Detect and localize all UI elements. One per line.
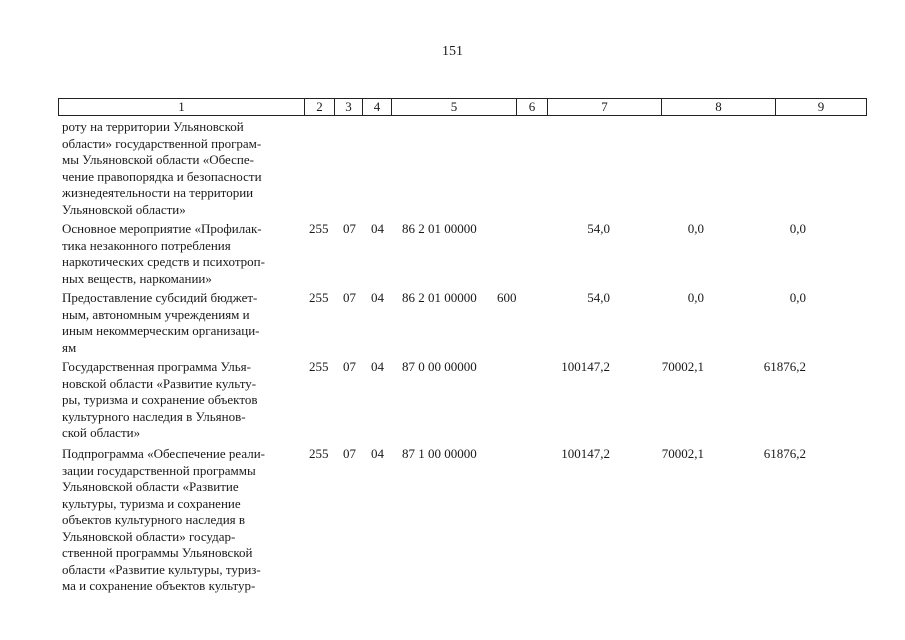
description-line: Государственная программа Улья-: [62, 359, 251, 374]
description-line: области «Развитие культуры, туриз-: [62, 561, 261, 577]
description-line: иным некоммерческим организаци-: [62, 323, 260, 338]
cell-target-article: 87 1 00 00000: [402, 446, 477, 461]
page-number: 151: [442, 44, 463, 59]
cell-amount-col9: 0,0: [789, 290, 806, 305]
row-description: [62, 119, 298, 218]
cell-subsection: 04: [371, 290, 384, 305]
header-col-5: 5: [392, 99, 517, 116]
row-description: [62, 221, 298, 287]
description-line: зации государственной программы: [62, 462, 256, 478]
row-description: [62, 446, 298, 595]
cell-ministry-code: 255: [309, 446, 329, 461]
column-header-table: [58, 98, 867, 116]
row-description: [62, 290, 298, 356]
description-line: чение правопорядка и безопасности: [62, 168, 262, 184]
header-col-1: 1: [59, 99, 305, 116]
cell-expense-type: 600: [497, 290, 517, 305]
header-col-9: 9: [776, 99, 867, 116]
description-line: мы Ульяновской области «Обеспе-: [62, 152, 254, 167]
description-line: ям: [62, 339, 77, 355]
description-line: Ульяновской области»: [62, 201, 186, 217]
description-line: объектов культурного наследия в: [62, 512, 246, 527]
cell-amount-col9: 0,0: [789, 221, 806, 236]
header-col-3: 3: [335, 99, 363, 116]
description-line: новской области «Развитие культу-: [62, 375, 257, 391]
cell-ministry-code: 255: [309, 359, 329, 374]
cell-amount-col9: 61876,2: [763, 359, 806, 374]
cell-section: 07: [343, 359, 356, 374]
description-line: культурного наследия в Ульянов-: [62, 408, 246, 424]
description-line: ным, автономным учреждениям и: [62, 306, 250, 322]
cell-subsection: 04: [371, 221, 384, 236]
row-description: [62, 359, 298, 442]
cell-amount-col7: 54,0: [587, 290, 610, 305]
header-col-4: 4: [363, 99, 392, 116]
cell-ministry-code: 255: [309, 290, 329, 305]
description-line: Основное мероприятие «Профилак-: [62, 221, 262, 236]
description-line: культуры, туризма и сохранение: [62, 495, 241, 511]
header-col-8: 8: [662, 99, 776, 116]
cell-subsection: 04: [371, 446, 384, 461]
cell-amount-col7: 54,0: [587, 221, 610, 236]
cell-amount-col8: 0,0: [687, 221, 704, 236]
cell-section: 07: [343, 290, 356, 305]
description-line: Ульяновской области «Развитие: [62, 479, 239, 494]
column-header-row: [59, 99, 867, 116]
header-col-7: 7: [548, 99, 662, 116]
header-col-6: 6: [517, 99, 548, 116]
cell-amount-col8: 70002,1: [661, 446, 704, 461]
cell-subsection: 04: [371, 359, 384, 374]
cell-amount-col7: 100147,2: [561, 446, 610, 461]
description-line: ской области»: [62, 425, 141, 440]
description-line: области» государственной програм-: [62, 135, 262, 151]
description-line: жизнедеятельности на территории: [62, 185, 254, 200]
cell-section: 07: [343, 221, 356, 236]
cell-amount-col8: 70002,1: [661, 359, 704, 374]
description-line: Подпрограмма «Обеспечение реали-: [62, 446, 265, 461]
cell-section: 07: [343, 446, 356, 461]
cell-amount-col8: 0,0: [687, 290, 704, 305]
cell-amount-col9: 61876,2: [763, 446, 806, 461]
cell-target-article: 86 2 01 00000: [402, 221, 477, 236]
description-line: ных веществ, наркомании»: [62, 270, 212, 286]
description-line: Ульяновской области» государ-: [62, 528, 236, 544]
cell-amount-col7: 100147,2: [561, 359, 610, 374]
description-line: наркотических средств и психотроп-: [62, 254, 265, 269]
description-line: ственной программы Ульяновской: [62, 545, 253, 560]
cell-target-article: 86 2 01 00000: [402, 290, 477, 305]
description-line: ма и сохранение объектов культур-: [62, 578, 256, 593]
description-line: тика незаконного потребления: [62, 237, 231, 253]
description-line: ры, туризма и сохранение объектов: [62, 392, 258, 407]
description-line: роту на территории Ульяновской: [62, 119, 244, 134]
header-col-2: 2: [305, 99, 335, 116]
cell-ministry-code: 255: [309, 221, 329, 236]
description-line: Предоставление субсидий бюджет-: [62, 290, 258, 305]
cell-target-article: 87 0 00 00000: [402, 359, 477, 374]
